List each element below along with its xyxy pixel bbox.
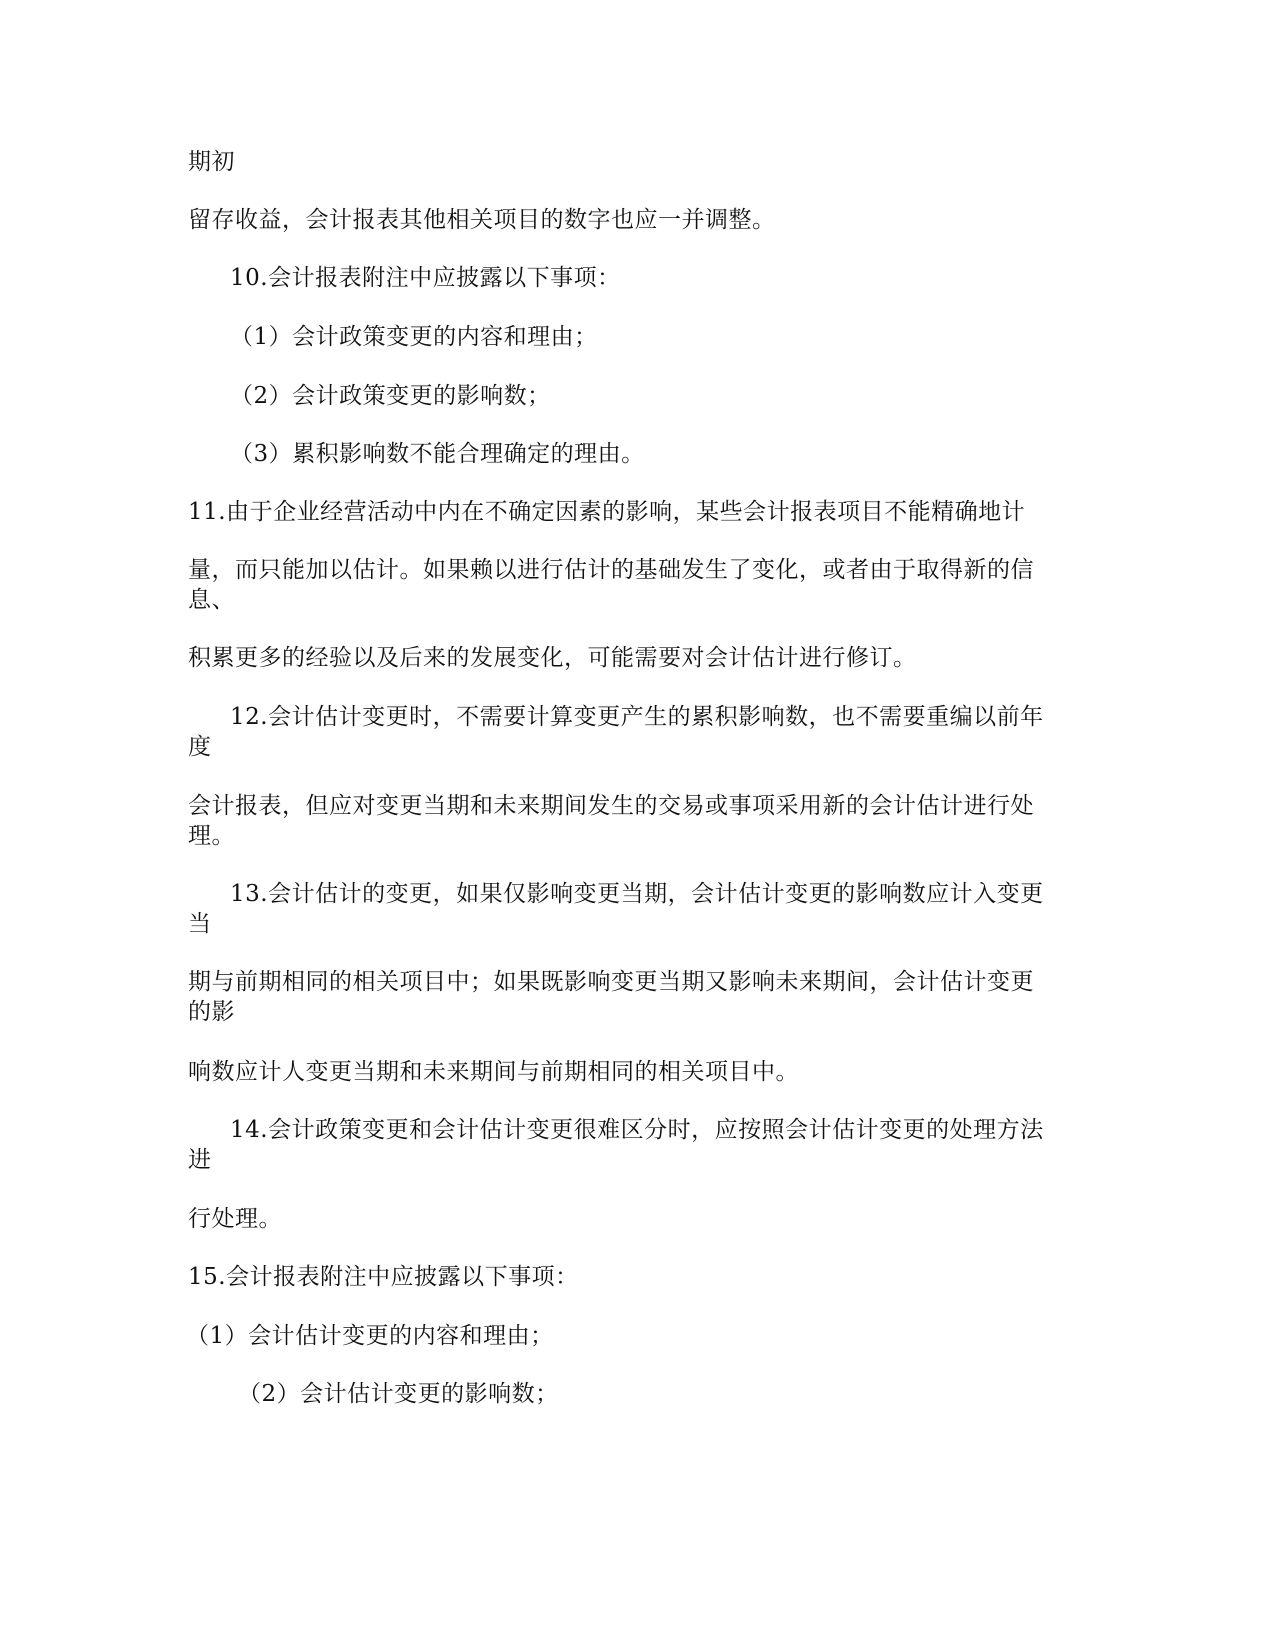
text-line: 理。 [188, 823, 235, 849]
text-line: 积累更多的经验以及后来的发展变化，可能需要对会计估计进行修订。 [188, 645, 917, 671]
text-line: （1）会计政策变更的内容和理由； [230, 324, 598, 350]
text-line: 会计报表，但应对变更当期和未来期间发生的交易或事项采用新的会计估计进行处 [188, 793, 1034, 819]
text-line: 留存收益，会计报表其他相关项目的数字也应一并调整。 [188, 207, 776, 233]
text-line: 期与前期相同的相关项目中；如果既影响变更当期又影响未来期间，会计估计变更 [188, 969, 1034, 995]
text-line: 12.会计估计变更时，不需要计算变更产生的累积影响数，也不需要重编以前年 [230, 704, 1044, 730]
text-line: 期初 [188, 149, 235, 175]
text-line: 14.会计政策变更和会计估计变更很难区分时，应按照会计估计变更的处理方法 [230, 1117, 1044, 1143]
text-line: （3）累积影响数不能合理确定的理由。 [230, 441, 645, 467]
text-line: 13.会计估计的变更，如果仅影响变更当期，会计估计变更的影响数应计入变更 [230, 881, 1044, 907]
text-line: 息、 [188, 587, 235, 613]
text-line: 15.会计报表附注中应披露以下事项： [188, 1264, 579, 1290]
text-line: （2）会计政策变更的影响数； [230, 383, 551, 409]
text-line: （2）会计估计变更的影响数； [238, 1381, 559, 1407]
text-line: （1）会计估计变更的内容和理由； [186, 1323, 554, 1349]
text-line: 的影 [188, 999, 235, 1025]
text-line: 度 [188, 734, 212, 760]
text-line: 量，而只能加以估计。如果赖以进行估计的基础发生了变化，或者由于取得新的信 [188, 557, 1034, 583]
text-line: 当 [188, 911, 212, 937]
text-line: 响数应计人变更当期和未来期间与前期相同的相关项目中。 [188, 1059, 799, 1085]
text-line: 11.由于企业经营活动中内在不确定因素的影响，某些会计报表项目不能精确地计 [188, 499, 1026, 525]
text-line: 10.会计报表附注中应披露以下事项： [230, 265, 621, 291]
text-line: 进 [188, 1147, 212, 1173]
text-line: 行处理。 [188, 1206, 282, 1232]
